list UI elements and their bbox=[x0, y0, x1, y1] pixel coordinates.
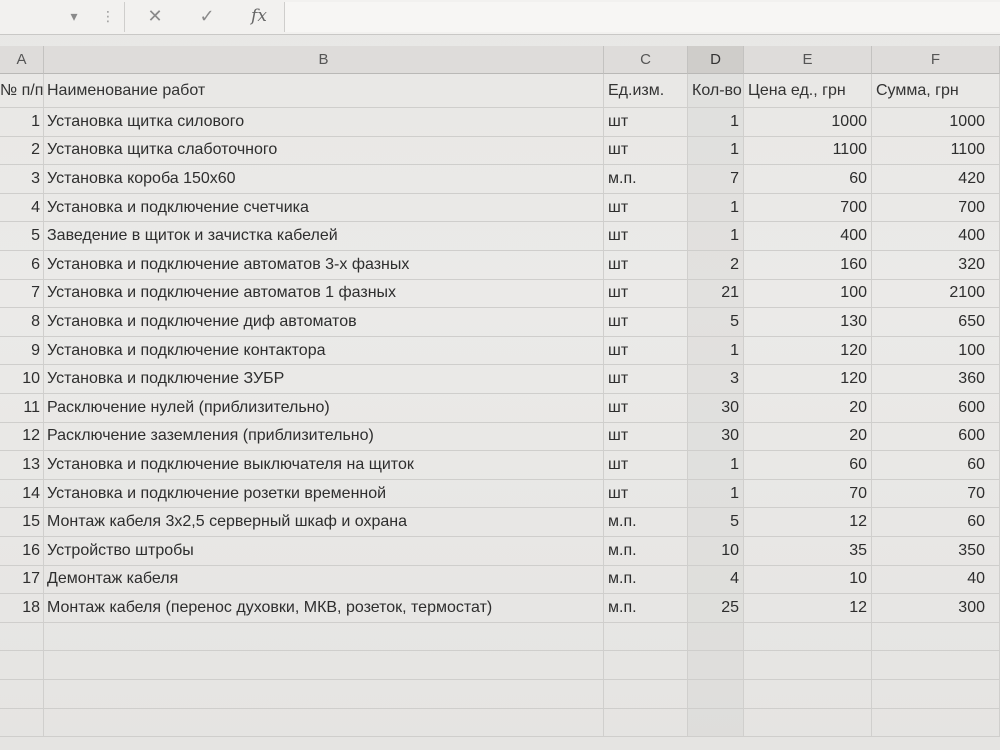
row-number-cell[interactable]: 12 bbox=[0, 423, 44, 451]
unit-price-cell[interactable]: 70 bbox=[744, 480, 872, 508]
quantity-cell[interactable]: 1 bbox=[688, 451, 744, 479]
unit-cell[interactable]: шт bbox=[604, 337, 688, 365]
unit-cell[interactable]: шт bbox=[604, 108, 688, 136]
quantity-cell[interactable]: 1 bbox=[688, 222, 744, 250]
unit-price-cell[interactable]: 1100 bbox=[744, 137, 872, 165]
row-number-cell[interactable]: 6 bbox=[0, 251, 44, 279]
empty-cell[interactable] bbox=[604, 709, 688, 737]
unit-cell[interactable]: м.п. bbox=[604, 594, 688, 622]
row-number-cell[interactable]: 7 bbox=[0, 280, 44, 308]
table-row bbox=[0, 108, 1000, 137]
row-number-cell[interactable]: 4 bbox=[0, 194, 44, 222]
header-unit-cell[interactable]: Ед.изм. bbox=[604, 74, 688, 107]
unit-price-cell[interactable]: 60 bbox=[744, 165, 872, 193]
table-row bbox=[0, 194, 1000, 223]
unit-price-cell[interactable]: 120 bbox=[744, 337, 872, 365]
table-row bbox=[0, 537, 1000, 566]
empty-cell[interactable] bbox=[604, 680, 688, 708]
column-header-d[interactable]: D bbox=[688, 46, 744, 74]
column-header-a[interactable]: A bbox=[0, 46, 44, 74]
work-name-cell[interactable]: Заведение в щиток и зачистка кабелей bbox=[44, 222, 604, 250]
unit-price-cell[interactable]: 60 bbox=[744, 451, 872, 479]
unit-price-cell[interactable]: 12 bbox=[744, 508, 872, 536]
unit-cell[interactable]: м.п. bbox=[604, 508, 688, 536]
unit-cell[interactable]: шт bbox=[604, 308, 688, 336]
empty-cell[interactable] bbox=[872, 651, 1000, 679]
table-row bbox=[0, 251, 1000, 280]
table-row bbox=[0, 508, 1000, 537]
quantity-cell[interactable]: 1 bbox=[688, 108, 744, 136]
work-name-cell[interactable]: Установка и подключение контактора bbox=[44, 337, 604, 365]
sum-cell[interactable]: 700 bbox=[872, 194, 1000, 222]
work-name-cell[interactable]: Расключение заземления (приблизительно) bbox=[44, 423, 604, 451]
header-sum-cell[interactable]: Сумма, грн bbox=[872, 74, 1000, 107]
unit-price-cell[interactable]: 20 bbox=[744, 394, 872, 422]
row-number-cell[interactable]: 3 bbox=[0, 165, 44, 193]
table-row bbox=[0, 137, 1000, 166]
cancel-icon[interactable]: ✕ bbox=[147, 5, 163, 26]
worksheet-grid[interactable] bbox=[0, 46, 1000, 750]
formula-input[interactable] bbox=[284, 2, 1000, 32]
formula-bar-resize-handle-icon[interactable]: ⋮ bbox=[101, 7, 115, 24]
quantity-cell[interactable]: 30 bbox=[688, 423, 744, 451]
unit-price-cell[interactable]: 20 bbox=[744, 423, 872, 451]
table-row bbox=[0, 222, 1000, 251]
row-number-cell[interactable]: 15 bbox=[0, 508, 44, 536]
quantity-cell[interactable]: 10 bbox=[688, 537, 744, 565]
quantity-cell[interactable]: 4 bbox=[688, 566, 744, 594]
row-number-cell[interactable]: 14 bbox=[0, 480, 44, 508]
quantity-cell[interactable]: 3 bbox=[688, 365, 744, 393]
row-number-cell[interactable]: 1 bbox=[0, 108, 44, 136]
row-number-cell[interactable]: 10 bbox=[0, 365, 44, 393]
table-row bbox=[0, 594, 1000, 623]
sum-cell[interactable]: 600 bbox=[872, 394, 1000, 422]
empty-cell[interactable] bbox=[0, 709, 44, 737]
sum-cell[interactable]: 600 bbox=[872, 423, 1000, 451]
insert-function-icon[interactable]: fx bbox=[251, 6, 267, 26]
work-name-cell[interactable]: Установка щитка силового bbox=[44, 108, 604, 136]
table-row bbox=[0, 308, 1000, 337]
empty-cell[interactable] bbox=[0, 651, 44, 679]
enter-icon[interactable]: ✓ bbox=[199, 5, 215, 26]
empty-cell[interactable] bbox=[0, 680, 44, 708]
empty-cell[interactable] bbox=[0, 623, 44, 651]
empty-cell[interactable] bbox=[44, 623, 604, 651]
unit-cell[interactable]: шт bbox=[604, 251, 688, 279]
name-box-dropdown-icon[interactable]: ▾ bbox=[70, 7, 78, 24]
empty-row bbox=[0, 651, 1000, 680]
quantity-cell[interactable]: 21 bbox=[688, 280, 744, 308]
sum-cell[interactable]: 400 bbox=[872, 222, 1000, 250]
empty-cell[interactable] bbox=[688, 623, 744, 651]
table-row bbox=[0, 566, 1000, 595]
empty-cell[interactable] bbox=[604, 623, 688, 651]
empty-row bbox=[0, 623, 1000, 652]
formula-bar-divider bbox=[124, 2, 125, 32]
column-header-b[interactable]: B bbox=[44, 46, 604, 74]
empty-cell[interactable] bbox=[744, 623, 872, 651]
row-number-cell[interactable]: 16 bbox=[0, 537, 44, 565]
unit-price-cell[interactable]: 35 bbox=[744, 537, 872, 565]
header-work-name-cell[interactable]: Наименование работ bbox=[44, 74, 604, 107]
quantity-cell[interactable]: 30 bbox=[688, 394, 744, 422]
work-name-cell[interactable]: Монтаж кабеля (перенос духовки, МКВ, розеток, термостат) bbox=[44, 594, 604, 622]
table-header-row bbox=[0, 74, 1000, 108]
sum-cell[interactable]: 60 bbox=[872, 451, 1000, 479]
work-name-cell[interactable]: Демонтаж кабеля bbox=[44, 566, 604, 594]
table-row bbox=[0, 480, 1000, 509]
quantity-cell[interactable]: 25 bbox=[688, 594, 744, 622]
header-quantity-cell[interactable]: Кол-во bbox=[688, 74, 744, 107]
quantity-cell[interactable]: 7 bbox=[688, 165, 744, 193]
table-row bbox=[0, 365, 1000, 394]
empty-row bbox=[0, 709, 1000, 738]
row-number-cell[interactable]: 17 bbox=[0, 566, 44, 594]
quantity-cell[interactable]: 1 bbox=[688, 337, 744, 365]
sum-cell[interactable]: 320 bbox=[872, 251, 1000, 279]
unit-price-cell[interactable]: 120 bbox=[744, 365, 872, 393]
empty-cell[interactable] bbox=[604, 651, 688, 679]
quantity-cell[interactable]: 2 bbox=[688, 251, 744, 279]
empty-cell[interactable] bbox=[872, 709, 1000, 737]
unit-cell[interactable]: шт bbox=[604, 137, 688, 165]
sum-cell[interactable]: 350 bbox=[872, 537, 1000, 565]
sum-cell[interactable]: 60 bbox=[872, 508, 1000, 536]
unit-cell[interactable]: шт bbox=[604, 480, 688, 508]
empty-cell[interactable] bbox=[688, 651, 744, 679]
empty-cell[interactable] bbox=[44, 709, 604, 737]
header-unit-price-cell[interactable]: Цена ед., грн bbox=[744, 74, 872, 107]
work-name-cell[interactable]: Установка и подключение выключателя на щиток bbox=[44, 451, 604, 479]
work-name-cell[interactable]: Установка и подключение ЗУБР bbox=[44, 365, 604, 393]
empty-cell[interactable] bbox=[44, 651, 604, 679]
table-row bbox=[0, 394, 1000, 423]
empty-cell[interactable] bbox=[744, 709, 872, 737]
table-row bbox=[0, 337, 1000, 366]
column-header-f[interactable]: F bbox=[872, 46, 1000, 74]
table-row bbox=[0, 423, 1000, 452]
sum-cell[interactable]: 650 bbox=[872, 308, 1000, 336]
work-name-cell[interactable]: Установка и подключение автоматов 1 фазных bbox=[44, 280, 604, 308]
table-row bbox=[0, 280, 1000, 309]
unit-cell[interactable]: шт bbox=[604, 194, 688, 222]
quantity-cell[interactable]: 1 bbox=[688, 137, 744, 165]
row-number-cell[interactable]: 9 bbox=[0, 337, 44, 365]
quantity-cell[interactable]: 5 bbox=[688, 308, 744, 336]
unit-cell[interactable]: м.п. bbox=[604, 566, 688, 594]
work-name-cell[interactable]: Монтаж кабеля 3х2,5 серверный шкаф и охрана bbox=[44, 508, 604, 536]
unit-cell[interactable]: шт bbox=[604, 423, 688, 451]
row-number-cell[interactable]: 2 bbox=[0, 137, 44, 165]
table-row bbox=[0, 165, 1000, 194]
quantity-cell[interactable]: 1 bbox=[688, 480, 744, 508]
unit-price-cell[interactable]: 130 bbox=[744, 308, 872, 336]
unit-price-cell[interactable]: 700 bbox=[744, 194, 872, 222]
empty-cell[interactable] bbox=[744, 651, 872, 679]
unit-price-cell[interactable]: 10 bbox=[744, 566, 872, 594]
row-number-cell[interactable]: 5 bbox=[0, 222, 44, 250]
unit-cell[interactable]: м.п. bbox=[604, 537, 688, 565]
empty-cell[interactable] bbox=[744, 680, 872, 708]
work-name-cell[interactable]: Установка и подключение диф автоматов bbox=[44, 308, 604, 336]
work-name-cell[interactable]: Устройство штробы bbox=[44, 537, 604, 565]
unit-cell[interactable]: шт bbox=[604, 451, 688, 479]
unit-cell[interactable]: м.п. bbox=[604, 165, 688, 193]
unit-price-cell[interactable]: 100 bbox=[744, 280, 872, 308]
column-header-c[interactable]: C bbox=[604, 46, 688, 74]
work-name-cell[interactable]: Установка и подключение счетчика bbox=[44, 194, 604, 222]
empty-cell[interactable] bbox=[44, 680, 604, 708]
sum-cell[interactable]: 1100 bbox=[872, 137, 1000, 165]
unit-cell[interactable]: шт bbox=[604, 280, 688, 308]
unit-cell[interactable]: шт bbox=[604, 365, 688, 393]
sum-cell[interactable]: 2100 bbox=[872, 280, 1000, 308]
sum-cell[interactable]: 360 bbox=[872, 365, 1000, 393]
unit-price-cell[interactable]: 400 bbox=[744, 222, 872, 250]
empty-cell[interactable] bbox=[688, 709, 744, 737]
quantity-cell[interactable]: 5 bbox=[688, 508, 744, 536]
empty-cell[interactable] bbox=[688, 680, 744, 708]
unit-price-cell[interactable]: 1000 bbox=[744, 108, 872, 136]
row-number-cell[interactable]: 11 bbox=[0, 394, 44, 422]
sum-cell[interactable]: 420 bbox=[872, 165, 1000, 193]
column-header-e[interactable]: E bbox=[744, 46, 872, 74]
work-name-cell[interactable]: Установка щитка слаботочного bbox=[44, 137, 604, 165]
formula-bar bbox=[0, 0, 1000, 35]
table-row bbox=[0, 451, 1000, 480]
row-number-cell[interactable]: 13 bbox=[0, 451, 44, 479]
quantity-cell[interactable]: 1 bbox=[688, 194, 744, 222]
header-row-number-cell[interactable]: № п/п bbox=[0, 74, 44, 107]
row-number-cell[interactable]: 18 bbox=[0, 594, 44, 622]
empty-cell[interactable] bbox=[872, 680, 1000, 708]
work-name-cell[interactable]: Установка и подключение автоматов 3-х фазных bbox=[44, 251, 604, 279]
empty-cell[interactable] bbox=[872, 623, 1000, 651]
unit-price-cell[interactable]: 12 bbox=[744, 594, 872, 622]
work-name-cell[interactable]: Расключение нулей (приблизительно) bbox=[44, 394, 604, 422]
row-number-cell[interactable]: 8 bbox=[0, 308, 44, 336]
sum-cell[interactable]: 100 bbox=[872, 337, 1000, 365]
work-name-cell[interactable]: Установка короба 150х60 bbox=[44, 165, 604, 193]
unit-price-cell[interactable]: 160 bbox=[744, 251, 872, 279]
unit-cell[interactable]: шт bbox=[604, 222, 688, 250]
work-name-cell[interactable]: Установка и подключение розетки временной bbox=[44, 480, 604, 508]
empty-row bbox=[0, 680, 1000, 709]
unit-cell[interactable]: шт bbox=[604, 394, 688, 422]
sum-cell[interactable]: 300 bbox=[872, 594, 1000, 622]
sum-cell[interactable]: 70 bbox=[872, 480, 1000, 508]
sum-cell[interactable]: 1000 bbox=[872, 108, 1000, 136]
sum-cell[interactable]: 40 bbox=[872, 566, 1000, 594]
